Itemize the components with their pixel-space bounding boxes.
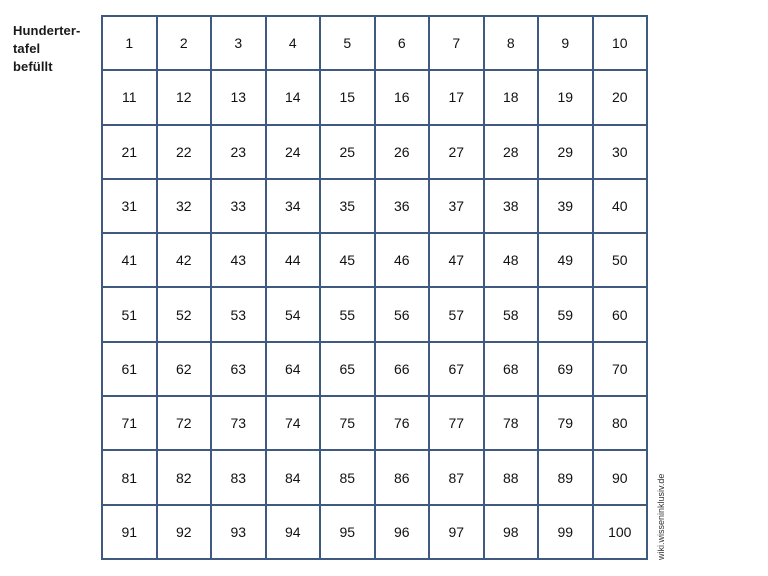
- grid-cell: 72: [157, 396, 212, 450]
- grid-cell: 32: [157, 179, 212, 233]
- grid-cell: 7: [429, 16, 484, 70]
- grid-cell: 60: [593, 287, 648, 341]
- page-title: [13, 22, 99, 76]
- grid-cell: 34: [266, 179, 321, 233]
- title-line-3: befüllt: [13, 59, 53, 74]
- grid-cell: 82: [157, 450, 212, 504]
- grid-cell: 27: [429, 125, 484, 179]
- grid-cell: 64: [266, 342, 321, 396]
- grid-cell: 69: [538, 342, 593, 396]
- grid-cell: 75: [320, 396, 375, 450]
- grid-cell: 44: [266, 233, 321, 287]
- grid-cell: 86: [375, 450, 430, 504]
- grid-cell: 67: [429, 342, 484, 396]
- grid-cell: 90: [593, 450, 648, 504]
- grid-cell: 77: [429, 396, 484, 450]
- grid-cell: 66: [375, 342, 430, 396]
- grid-cell: 39: [538, 179, 593, 233]
- grid-cell: 50: [593, 233, 648, 287]
- grid-cell: 25: [320, 125, 375, 179]
- grid-cell: 26: [375, 125, 430, 179]
- grid-cell: 45: [320, 233, 375, 287]
- grid-cell: 85: [320, 450, 375, 504]
- grid-cell: 21: [102, 125, 157, 179]
- grid-cell: 89: [538, 450, 593, 504]
- grid-cell: 96: [375, 505, 430, 559]
- grid-cell: 52: [157, 287, 212, 341]
- grid-cell: 49: [538, 233, 593, 287]
- grid-cell: 57: [429, 287, 484, 341]
- grid-cell: 9: [538, 16, 593, 70]
- grid-cell: 79: [538, 396, 593, 450]
- title-line-2: tafel: [13, 41, 41, 56]
- grid-cell: 84: [266, 450, 321, 504]
- grid-cell: 81: [102, 450, 157, 504]
- grid-cell: 92: [157, 505, 212, 559]
- grid-cell: 10: [593, 16, 648, 70]
- grid-cell: 2: [157, 16, 212, 70]
- title-line-1: Hunderter-: [13, 23, 81, 38]
- grid-cell: 71: [102, 396, 157, 450]
- grid-cell: 33: [211, 179, 266, 233]
- grid-cell: 19: [538, 70, 593, 124]
- grid-cell: 37: [429, 179, 484, 233]
- grid-cell: 35: [320, 179, 375, 233]
- grid-cell: 40: [593, 179, 648, 233]
- grid-cell: 12: [157, 70, 212, 124]
- grid-cell: 14: [266, 70, 321, 124]
- grid-cell: 47: [429, 233, 484, 287]
- grid-cell: 91: [102, 505, 157, 559]
- grid-cell: 6: [375, 16, 430, 70]
- grid-cell: 80: [593, 396, 648, 450]
- grid-cell: 11: [102, 70, 157, 124]
- grid-cell: 58: [484, 287, 539, 341]
- grid-cell: 20: [593, 70, 648, 124]
- grid-cell: 31: [102, 179, 157, 233]
- grid-cell: 36: [375, 179, 430, 233]
- grid-cell: 62: [157, 342, 212, 396]
- grid-cell: 43: [211, 233, 266, 287]
- grid-cell: 48: [484, 233, 539, 287]
- grid-cell: 93: [211, 505, 266, 559]
- grid-cell: 30: [593, 125, 648, 179]
- grid-cell: 51: [102, 287, 157, 341]
- grid-cell: 83: [211, 450, 266, 504]
- grid-cell: 42: [157, 233, 212, 287]
- grid-cell: 22: [157, 125, 212, 179]
- source-credit: wiki.wisseninklusiv.de: [656, 473, 666, 560]
- grid-cell: 74: [266, 396, 321, 450]
- grid-cell: 1: [102, 16, 157, 70]
- grid-cell: 70: [593, 342, 648, 396]
- grid-cell: 94: [266, 505, 321, 559]
- grid-cell: 87: [429, 450, 484, 504]
- grid-cell: 18: [484, 70, 539, 124]
- grid-cell: 15: [320, 70, 375, 124]
- grid-cell: 78: [484, 396, 539, 450]
- grid-cell: 16: [375, 70, 430, 124]
- grid-cell: 76: [375, 396, 430, 450]
- grid-cell: 63: [211, 342, 266, 396]
- grid-cell: 100: [593, 505, 648, 559]
- grid-cell: 59: [538, 287, 593, 341]
- grid-cell: 73: [211, 396, 266, 450]
- grid-cell: 29: [538, 125, 593, 179]
- grid-cell: 98: [484, 505, 539, 559]
- grid-cell: 61: [102, 342, 157, 396]
- grid-cell: 97: [429, 505, 484, 559]
- grid-cell: 53: [211, 287, 266, 341]
- grid-cell: 46: [375, 233, 430, 287]
- grid-cell: 65: [320, 342, 375, 396]
- grid-cell: 4: [266, 16, 321, 70]
- grid-cell: 8: [484, 16, 539, 70]
- grid-cell: 23: [211, 125, 266, 179]
- grid-cell: 95: [320, 505, 375, 559]
- grid-cell: 28: [484, 125, 539, 179]
- grid-cell: 38: [484, 179, 539, 233]
- grid-cell: 88: [484, 450, 539, 504]
- grid-cell: 99: [538, 505, 593, 559]
- grid-cell: 17: [429, 70, 484, 124]
- grid-cell: 54: [266, 287, 321, 341]
- grid-cell: 41: [102, 233, 157, 287]
- grid-cell: 68: [484, 342, 539, 396]
- grid-cell: 24: [266, 125, 321, 179]
- grid-cell: 55: [320, 287, 375, 341]
- grid-cell: 56: [375, 287, 430, 341]
- hundred-chart-grid: [101, 15, 648, 560]
- grid-cell: 3: [211, 16, 266, 70]
- grid-cell: 5: [320, 16, 375, 70]
- grid-cell: 13: [211, 70, 266, 124]
